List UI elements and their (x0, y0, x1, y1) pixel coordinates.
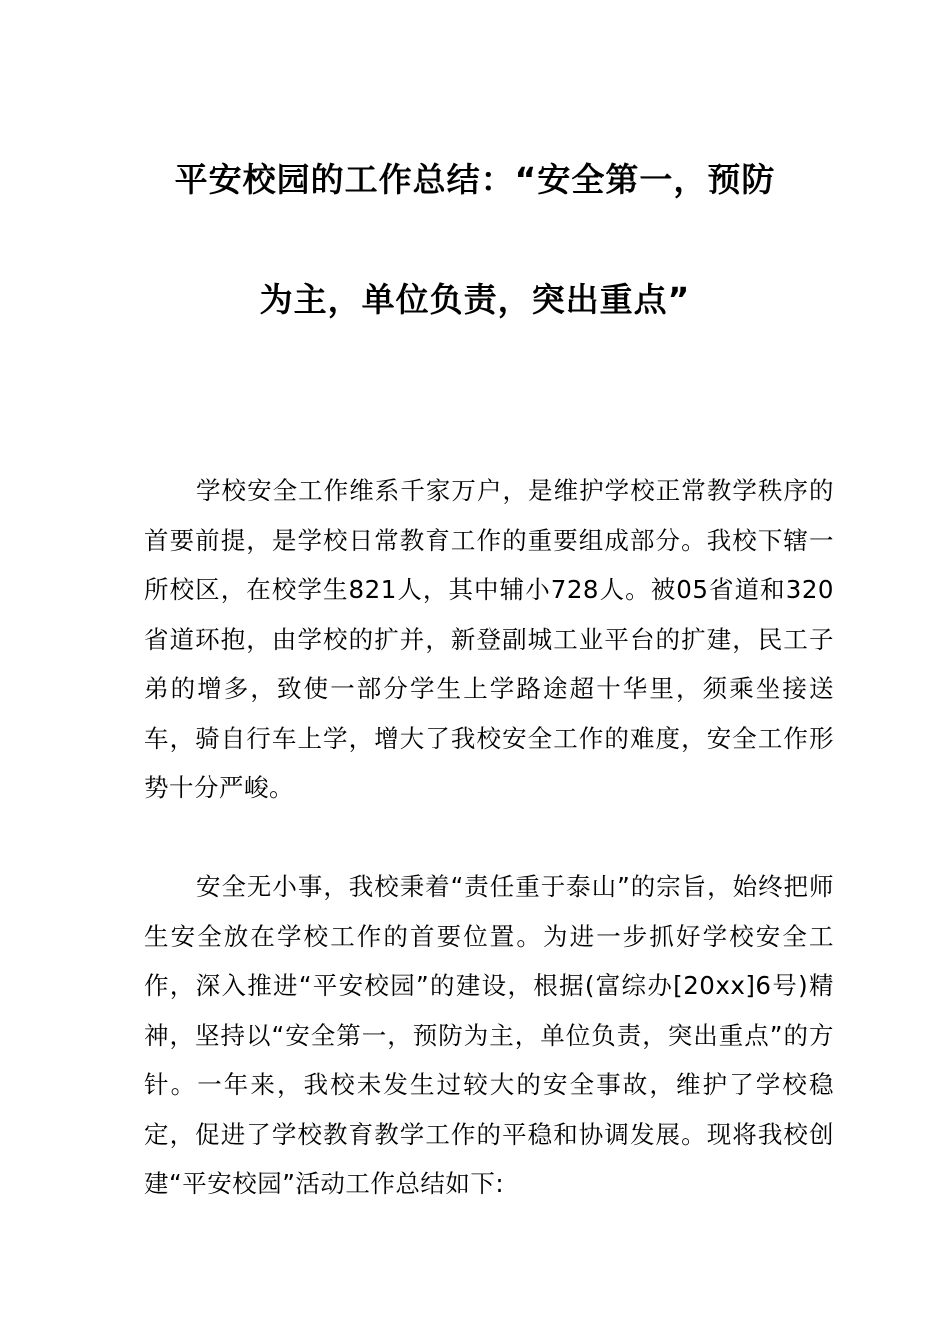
document-title-line-2: 为主，单位负责，突出重点” (259, 280, 691, 319)
body-paragraph-1: 学校安全工作维系千家万户，是维护学校正常教学秩序的首要前提，是学校日常教育工作的重要组成部分。我校下辖一所校区，在校学生821人，其中辅小728人。被05省道和320省道环抱，由学校的扩并，新登副城工业平台的扩建，民工子弟的增多，致使一部分学生上学路途超十华里，须乘坐接送车，骑自行车上学，增大了我校安全工作的难度，安全工作形势十分严峻。 (144, 476, 834, 802)
document-title-line-1: 平安校园的工作总结：“安全第一，预防 (174, 160, 776, 199)
body-paragraph-2: 安全无小事，我校秉着“责任重于泰山”的宗旨，始终把师生安全放在学校工作的首要位置。为进一步抓好学校安全工作，深入推进“平安校园”的建设，根据(富综办[20xx]6号)精神，坚持以“安全第一，预防为主，单位负责，突出重点”的方针。一年来，我校未发生过较大的安全事故，维护了学校稳定，促进了学校教育教学工作的平稳和协调发展。现将我校创建“平安校园”活动工作总结如下: (144, 872, 834, 1198)
